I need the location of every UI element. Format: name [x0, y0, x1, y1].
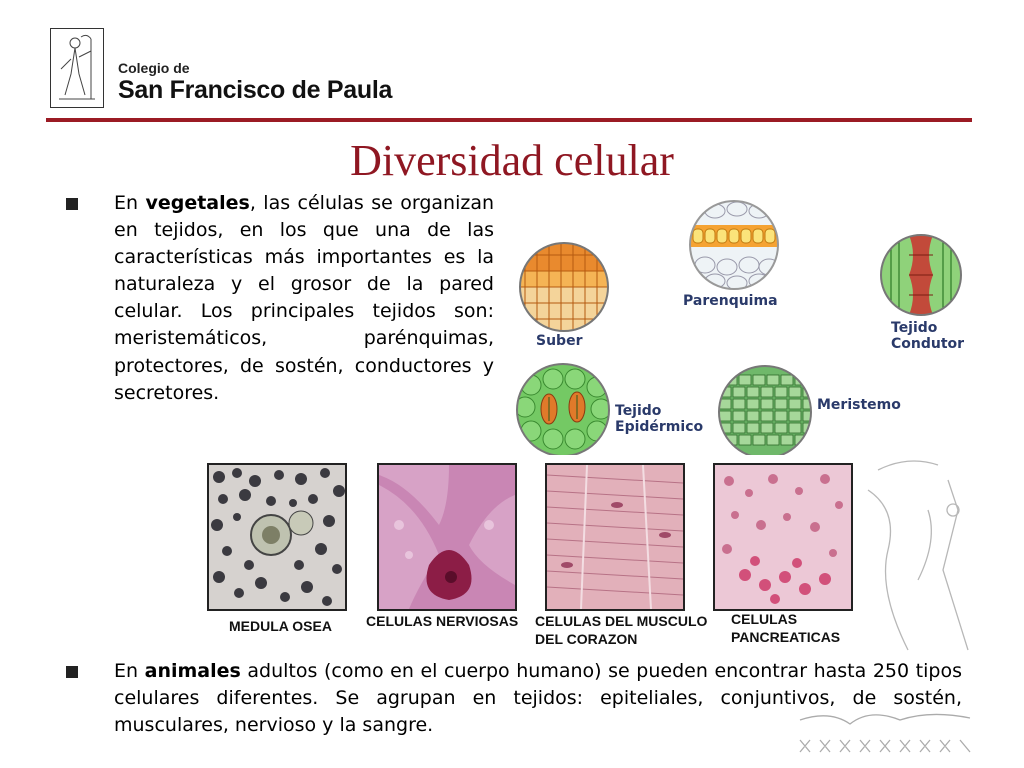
animals-intro: En — [114, 660, 145, 682]
plants-paragraph — [114, 190, 494, 407]
label-celulas-musculo — [535, 612, 707, 648]
bone-marrow-image — [209, 465, 345, 609]
label-parenquima: Parenquima — [683, 293, 778, 309]
bullet-icon — [66, 666, 78, 678]
label-celulas-pancreaticas — [731, 610, 840, 646]
watermark-sketch — [848, 450, 1008, 660]
label-tejido-conductor-line1: Tejido — [891, 320, 938, 336]
label-tejido-epidermico-line2: Epidérmico — [615, 419, 704, 435]
label-meristemo: Meristemo — [817, 397, 901, 413]
heart-muscle-image — [547, 465, 683, 609]
micrograph-musculo-corazon — [545, 463, 685, 611]
plants-text: , las células se organizan en tejidos, en los que una de las características más importantes es la naturaleza y el grosor de la pared celular. Los principales tejidos son: meristemáticos, parénquimas, protectores, de sostén, conductores y secretores. — [114, 192, 495, 404]
suber-illustration — [515, 243, 615, 335]
animals-keyword: animales — [144, 660, 241, 682]
animals-text: adultos (como en el cuerpo humano) se pueden encontrar hasta 250 tipos celulares diferentes. Se agrupan en tejidos: epiteliales, conjuntivos, de sostén, musculares, nervioso y la sangre. — [114, 660, 962, 736]
meristemo-illustration — [719, 366, 815, 455]
animals-paragraph — [114, 658, 962, 739]
saint-figure-icon — [51, 29, 103, 107]
label-tejido-conductor-line2: Condutor — [891, 336, 965, 352]
logo-text-line1: Colegio de — [118, 60, 190, 76]
header-divider — [46, 118, 972, 122]
pancreatic-cells-image — [715, 465, 851, 609]
school-logo — [50, 28, 104, 108]
nerve-cells-image — [379, 465, 515, 609]
plants-keyword: vegetales — [145, 192, 250, 214]
label-celulas-pancreaticas-line2: PANCREATICAS — [731, 629, 841, 645]
bullet-icon — [66, 198, 78, 210]
label-celulas-musculo-line1: CELULAS DEL MUSCULO — [535, 613, 708, 629]
label-tejido-epidermico — [615, 403, 703, 435]
tejido-epidermico-illustration — [515, 364, 611, 455]
label-celulas-pancreaticas-line1: CELULAS — [731, 611, 798, 627]
label-tejido-epidermico-line1: Tejido — [615, 403, 662, 419]
micrograph-medula-osea — [207, 463, 347, 611]
micrograph-celulas-nerviosas — [377, 463, 517, 611]
micrograph-celulas-pancreaticas — [713, 463, 853, 611]
label-tejido-conductor — [891, 320, 964, 352]
label-medula-osea: MEDULA OSEA — [229, 618, 332, 634]
logo-text-line2: San Francisco de Paula — [118, 76, 393, 104]
parenquima-illustration — [685, 201, 785, 290]
tejido-conductor-illustration — [881, 235, 961, 315]
label-suber: Suber — [536, 333, 583, 349]
page-title: Diversidad celular — [350, 136, 674, 185]
label-celulas-musculo-line2: DEL CORAZON — [535, 631, 638, 647]
label-celulas-nerviosas: CELULAS NERVIOSAS — [366, 613, 519, 629]
plants-intro: En — [114, 192, 146, 214]
